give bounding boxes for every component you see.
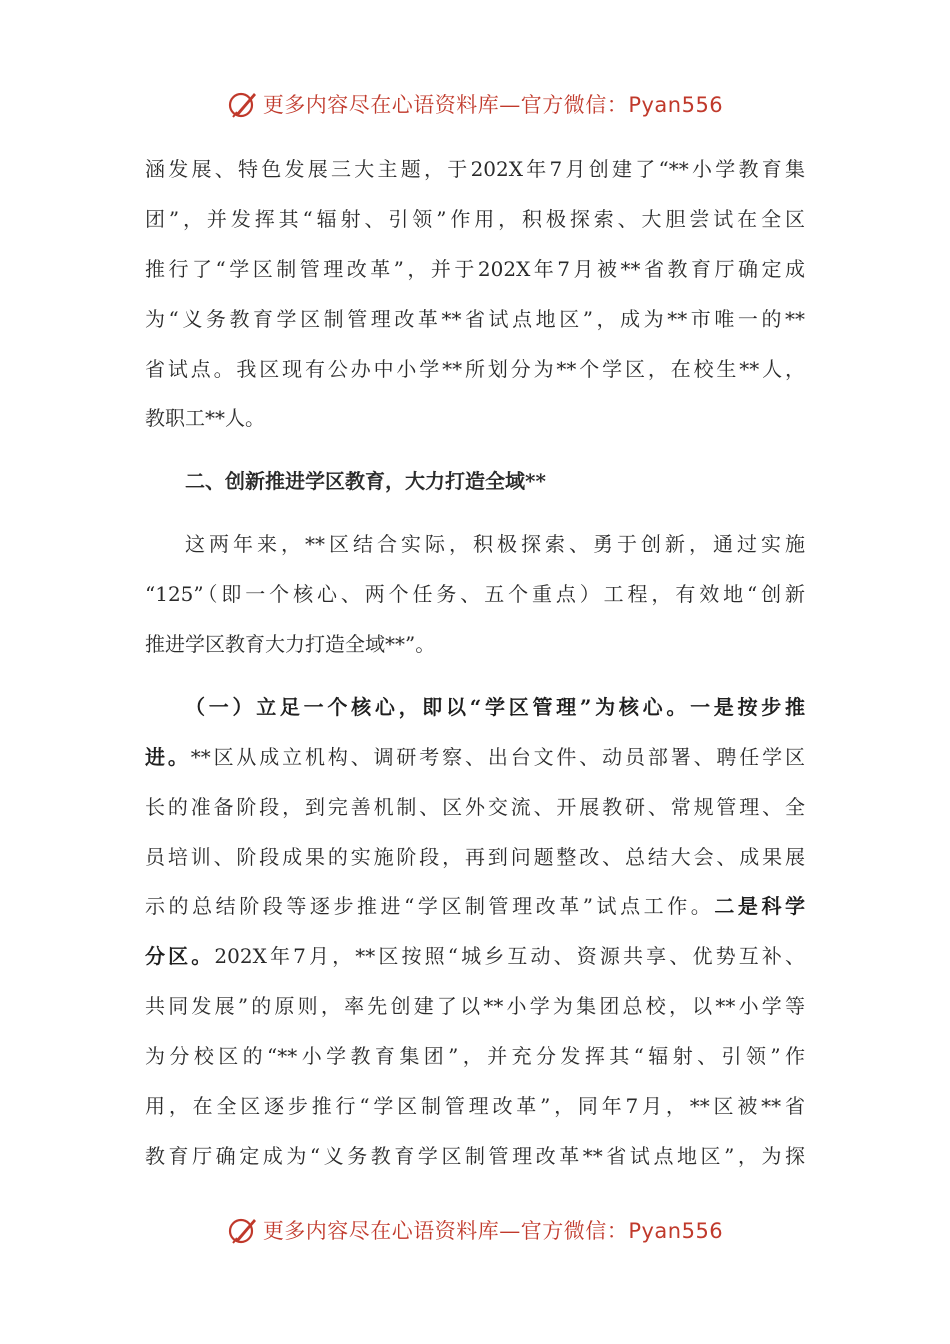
- text-line: 推行了“学区制管理改革”，并于202X年7月被**省教育厅确定成: [145, 256, 805, 281]
- text-line: 省试点。我区现有公办中小学**所划分为**个学区，在校生**人，: [145, 356, 805, 381]
- text-line: 用，在全区逐步推行“学区制管理改革”，同年7月，**区被**省: [145, 1094, 805, 1119]
- text-line: 员培训、阶段成果的实施阶段，再到问题整改、总结大会、成果展: [145, 844, 805, 869]
- text-line: 推进学区教育大力打造全域**”。: [145, 632, 436, 657]
- bold-lead: 二是科学: [714, 894, 806, 919]
- text-line: [145, 932, 805, 982]
- section-heading: 二、创新推进学区教育，大力打造全域**: [185, 469, 546, 494]
- header-watermark-banner: [0, 86, 950, 122]
- banner-text: 更多内容尽在心语资料库—官方微信：Pyan556: [262, 1219, 724, 1243]
- footer-watermark-banner: [0, 1212, 950, 1248]
- text-line: [145, 733, 805, 783]
- text-line: 共同发展”的原则，率先创建了以**小学为集团总校，以**小学等: [145, 994, 805, 1019]
- text-line: [145, 882, 805, 932]
- text-span: **区从成立机构、调研考察、出台文件、动员部署、聘任学区: [190, 744, 806, 769]
- sub-heading: （一）立足一个核心，即以“学区管理”为核心。一是按步推: [185, 694, 805, 719]
- bold-lead: 分区。: [145, 944, 215, 969]
- wechat-id: Pyan556: [628, 93, 724, 117]
- text-line: “125”（即一个核心、两个任务、五个重点）工程，有效地“创新: [145, 582, 805, 607]
- banner-text: 更多内容尽在心语资料库—官方微信：Pyan556: [262, 93, 724, 117]
- text-line: 长的准备阶段，到完善机制、区外交流、开展教研、常规管理、全: [145, 794, 805, 819]
- text-line: 这两年来，**区结合实际，积极探索、勇于创新，通过实施: [185, 532, 805, 557]
- quill-logo-icon: [227, 88, 259, 120]
- text-line: 教育厅确定成为“义务教育学区制管理改革**省试点地区”，为探: [145, 1143, 805, 1168]
- document-body: [145, 145, 805, 1182]
- text-line: 涵发展、特色发展三大主题，于202X年7月创建了“**小学教育集: [145, 157, 805, 181]
- text-line: 团”，并发挥其“辐射、引领”作用，积极探索、大胆尝试在全区: [145, 206, 805, 231]
- text-line: 为分校区的“**小学教育集团”，并充分发挥其“辐射、引领”作: [145, 1044, 805, 1069]
- bold-lead: 进。: [145, 744, 191, 769]
- quill-logo-icon: [227, 1214, 259, 1246]
- text-span: 202X年7月，**区按照“城乡互动、资源共享、优势互补、: [214, 944, 805, 969]
- text-line: 为“义务教育学区制管理改革**省试点地区”，成为**市唯一的**: [145, 306, 805, 331]
- text-span: 示的总结阶段等逐步推进“学区制管理改革”试点工作。: [145, 894, 715, 919]
- text-line: 教职工**人。: [145, 406, 265, 431]
- wechat-id: Pyan556: [628, 1219, 724, 1243]
